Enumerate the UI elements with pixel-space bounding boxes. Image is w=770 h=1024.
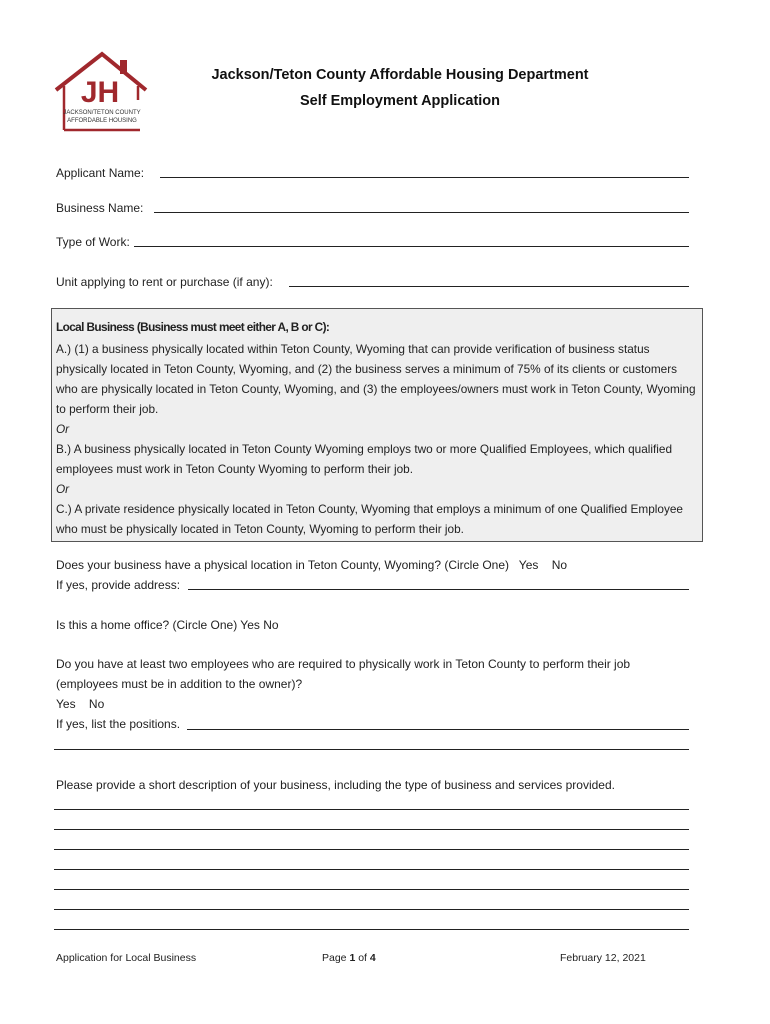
page-current: 1	[349, 952, 356, 964]
business-name-label: Business Name:	[56, 201, 144, 215]
footer-form-name: Application for Local Business	[56, 952, 197, 964]
logo-text-line1: JACKSON/TETON COUNTY	[63, 110, 141, 116]
provide-address-label: If yes, provide address:	[56, 578, 181, 592]
positions-field-2[interactable]	[54, 749, 689, 750]
page-subtitle: Self Employment Application	[299, 93, 501, 109]
unit-label: Unit applying to rent or purchase (if any):	[56, 275, 273, 289]
criteria-a: A.) (1) a business physically located within Teton County, Wyoming that can provide verification of business status physically located in Teton County, Wyoming, and (2) the business serves a minimum of 75% of its clients or customers who are physically located in Teton County, Wyoming, and (3) the employees/owners must work in Teton County, Wyoming to perform their job.	[56, 342, 696, 416]
footer-date: February 12, 2021	[560, 952, 646, 964]
local-business-criteria-box	[51, 308, 703, 542]
page-prefix: Page	[322, 952, 350, 964]
logo-text-line2: AFFORDABLE HOUSING	[67, 118, 137, 124]
description-line[interactable]	[54, 909, 689, 910]
criteria-b: B.) A business physically located in Teton County Wyoming employs two or more Qualified Employees, which qualified employees must work in Teton County Wyoming to perform their job.	[56, 442, 673, 476]
description-line[interactable]	[54, 929, 689, 930]
list-positions-label: If yes, list the positions.	[56, 717, 181, 731]
criteria-heading: Local Business (Business must meet either A, B or C):	[56, 320, 330, 334]
description-line[interactable]	[54, 869, 689, 870]
description-line[interactable]	[54, 809, 689, 810]
type-of-work-label: Type of Work:	[56, 235, 130, 249]
logo-letters: JH	[80, 76, 120, 109]
unit-field[interactable]	[289, 286, 689, 287]
criteria-c: C.) A private residence physically located in Teton County, Wyoming that employs a minimum of one Qualified Employee who must be physically located in Teton County, Wyoming to perform their job.	[56, 502, 683, 536]
positions-field-1[interactable]	[187, 729, 689, 730]
jh-housing-logo	[52, 50, 148, 136]
employees-question-line1: Do you have at least two employees who are required to physically work in Teton County to perform their job	[56, 657, 631, 671]
business-name-field[interactable]	[154, 212, 689, 213]
description-line[interactable]	[54, 889, 689, 890]
page-of: of	[355, 952, 370, 964]
employees-question-line2: (employees must be in addition to the owner)?	[56, 677, 303, 691]
description-line[interactable]	[54, 849, 689, 850]
applicant-name-field[interactable]	[160, 177, 689, 178]
home-office-question: Is this a home office? (Circle One) Yes No	[56, 618, 279, 632]
type-of-work-field[interactable]	[134, 246, 689, 247]
employees-yes-no: Yes No	[56, 697, 105, 711]
criteria-or-1: Or	[56, 422, 70, 436]
footer-page-number	[322, 952, 376, 964]
applicant-name-label: Applicant Name:	[56, 166, 145, 180]
description-line[interactable]	[54, 829, 689, 830]
physical-location-question: Does your business have a physical location in Teton County, Wyoming? (Circle One) Yes No	[56, 558, 568, 572]
page-total: 4	[369, 952, 376, 964]
criteria-or-2: Or	[56, 482, 70, 496]
page-title: Jackson/Teton County Affordable Housing Department	[211, 67, 589, 83]
description-question: Please provide a short description of your business, including the type of business and services provided.	[56, 778, 615, 792]
address-field[interactable]	[188, 589, 689, 590]
